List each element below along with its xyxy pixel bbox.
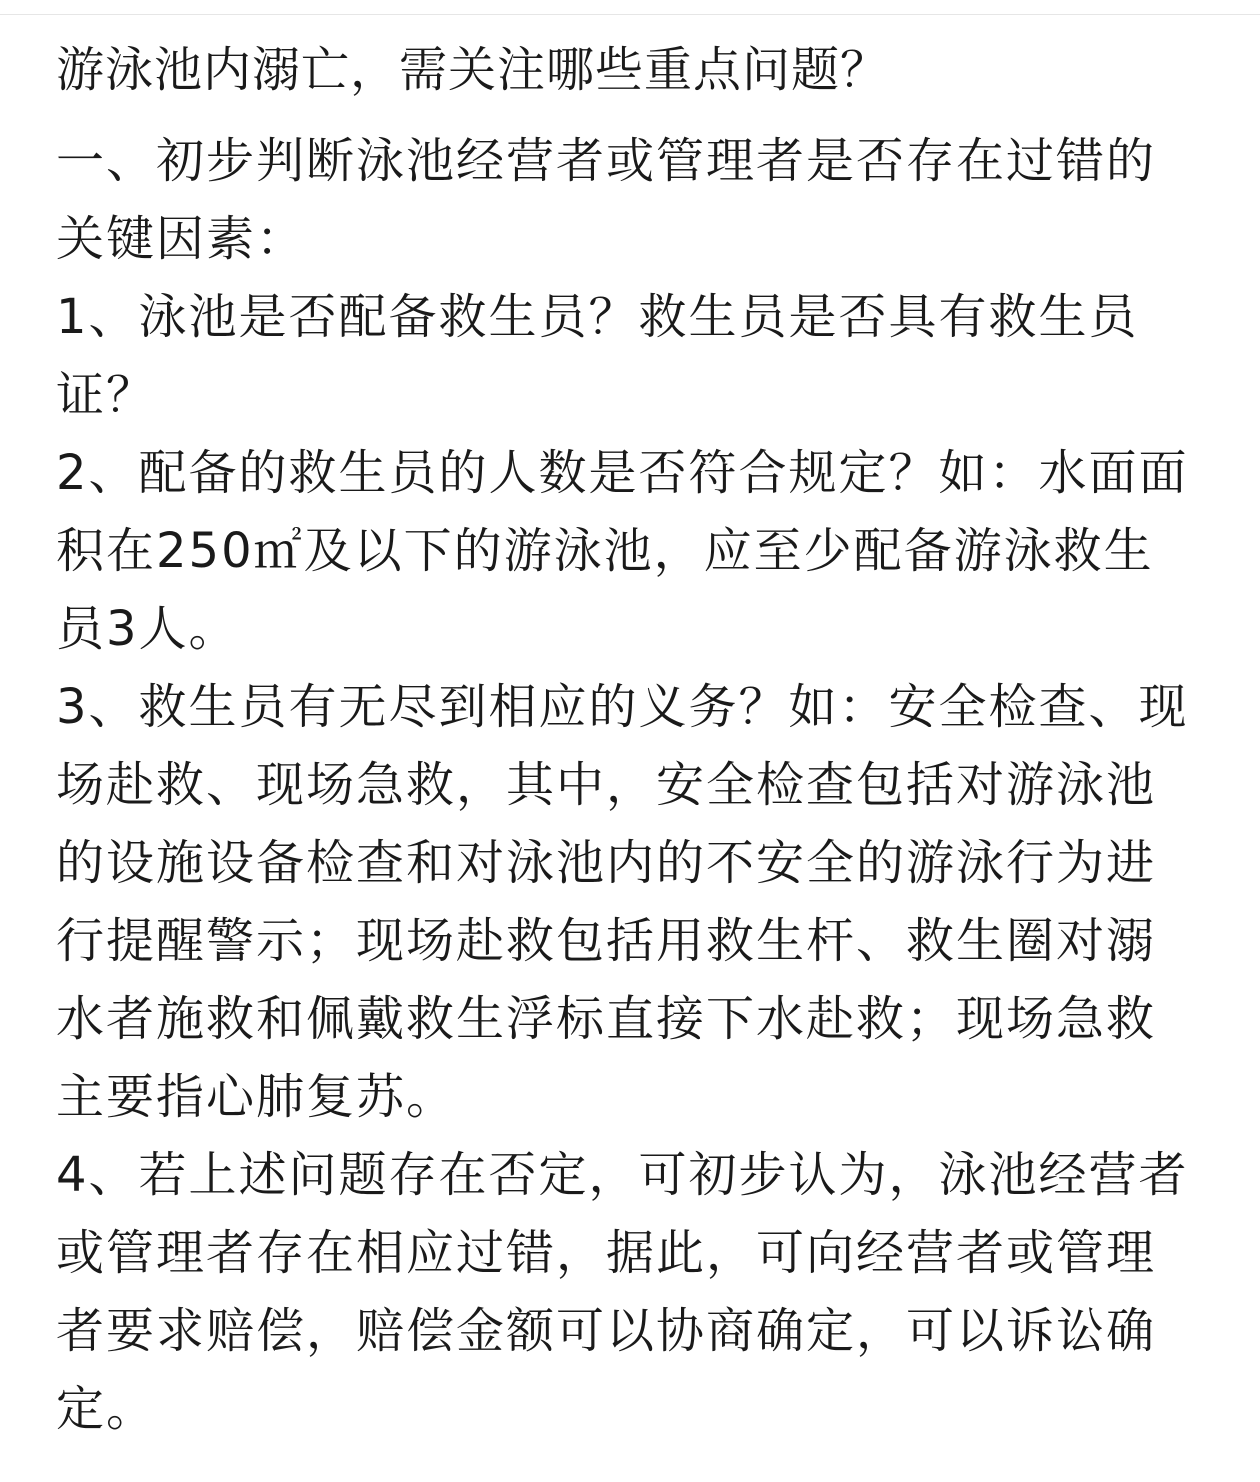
list-item-2: 2、配备的救生员的人数是否符合规定？如：水面面积在250㎡及以下的游泳池，应至少配备游泳救生员3人。	[56, 445, 1189, 657]
list-item-4: 4、若上述问题存在否定，可初步认为，泳池经营者或管理者存在相应过错，据此，可向经营者或管理者要求赔偿，赔偿金额可以协商确定，可以诉讼确定。	[56, 1147, 1189, 1437]
article-body	[56, 30, 1196, 1448]
list-item-3: 3、救生员有无尽到相应的义务？如：安全检查、现场赴救、现场急救，其中，安全检查包括对游泳池的设施设备检查和对泳池内的不安全的游泳行为进行提醒警示；现场赴救包括用救生杆、救生圈对溺水者施救和佩戴救生浮标直接下水赴救；现场急救主要指心肺复苏。	[56, 679, 1189, 1125]
section-heading: 一、初步判断泳池经营者或管理者是否存在过错的关键因素：	[56, 133, 1157, 267]
article-title: 游泳池内溺亡，需关注哪些重点问题？	[56, 42, 890, 98]
list-item-1: 1、泳池是否配备救生员？救生员是否具有救生员证？	[56, 289, 1139, 423]
top-divider	[0, 0, 1260, 15]
